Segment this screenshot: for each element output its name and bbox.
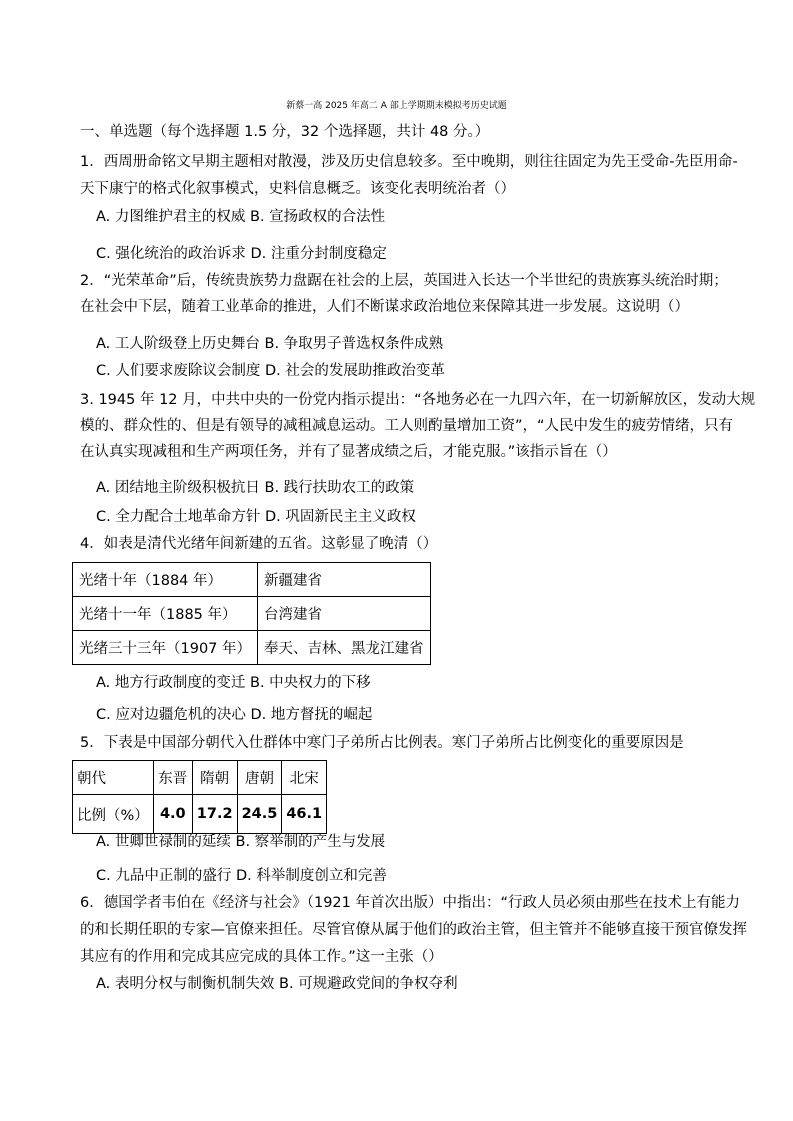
q5-options-ab: A. 世卿世禄制的延续 B. 察举制的产生与发展 <box>96 834 386 850</box>
table-header-cell: 北宋 <box>282 761 327 795</box>
q3-options-cd: C. 全力配合土地革命方针 D. 巩固新民主主义政权 <box>96 509 416 525</box>
q6-options-ab: A. 表明分权与制衡机制失效 B. 可规避政党间的争权夺利 <box>96 976 458 992</box>
q2-options-cd: C. 人们要求废除议会制度 D. 社会的发展助推政治变革 <box>96 363 445 379</box>
q3-options-ab: A. 团结地主阶级积极抗日 B. 践行扶助农工的政策 <box>96 480 415 496</box>
table-row <box>73 795 327 834</box>
table-cell: 奉天、吉林、黑龙江建省 <box>258 631 431 665</box>
q2-line-2: 在社会中下层，随着工业革命的推进，人们不断谋求政治地位来保障其进一步发展。这说明（） <box>80 299 689 315</box>
q4-options-ab: A. 地方行政制度的变迁 B. 中央权力的下移 <box>96 675 371 691</box>
table-row <box>73 563 431 597</box>
table-header-cell: 唐朝 <box>237 761 282 795</box>
q4-province-table <box>72 562 431 665</box>
q3-line-3: 在认真实现减租和生产两项任务，并有了显著成绩之后，才能克服。”该指示旨在（） <box>80 444 617 460</box>
q5-options-cd: C. 九品中正制的盛行 D. 科举制度创立和完善 <box>96 868 387 884</box>
table-header-cell: 朝代 <box>73 761 154 795</box>
table-cell: 46.1 <box>282 795 327 834</box>
table-cell: 17.2 <box>192 795 237 834</box>
table-cell: 台湾建省 <box>258 597 431 631</box>
q3-line-1: 3. 1945 年 12 月，中共中央的一份党内指示提出：“各地务必在一九四六年，在一切新解放区，发动大规 <box>80 392 756 408</box>
table-row <box>73 761 327 795</box>
table-cell: 24.5 <box>237 795 282 834</box>
q5-line: 5．下表是中国部分朝代入仕群体中寒门子弟所占比例表。寒门子弟所占比例变化的重要原因是 <box>80 735 684 751</box>
q3-line-2: 模的、群众性的、但是有领导的减租减息运动。工人则酌量增加工资”，“人民中发生的疲劳情绪，只有 <box>80 418 734 434</box>
table-cell: 光绪三十三年（1907 年） <box>73 631 258 665</box>
table-cell: 光绪十年（1884 年） <box>73 563 258 597</box>
exam-title: 新蔡一高 2025 年高二 A 部上学期期末模拟考历史试题 <box>286 101 507 111</box>
table-header-cell: 东晋 <box>153 761 192 795</box>
q6-line-1: 6．德国学者韦伯在《经济与社会》（1921 年首次出版）中指出：“行政人员必须由那些在技术上有能力 <box>80 895 740 911</box>
q1-line-1: 1．西周册命铭文早期主题相对散漫，涉及历史信息较多。至中晚期，则往往固定为先王受命-先臣用命- <box>80 154 738 170</box>
q5-ratio-table <box>72 760 327 834</box>
table-row <box>73 631 431 665</box>
section-heading: 一、单选题（每个选择题 1.5 分，32 个选择题，共计 48 分。） <box>80 124 490 140</box>
table-cell: 比例（%） <box>73 795 154 834</box>
q1-options-ab: A. 力图维护君主的权威 B. 宣扬政权的合法性 <box>96 209 386 225</box>
table-row <box>73 597 431 631</box>
table-header-cell: 隋朝 <box>192 761 237 795</box>
q6-line-2: 的和长期任职的专家—官僚来担任。尽管官僚从属于他们的政治主管，但主管并不能够直接干预官僚发挥 <box>80 922 747 938</box>
table-cell: 新疆建省 <box>258 563 431 597</box>
table-cell: 光绪十一年（1885 年） <box>73 597 258 631</box>
table-cell: 4.0 <box>153 795 192 834</box>
q4-line: 4．如表是清代光绪年间新建的五省。这彰显了晚清（） <box>80 536 438 552</box>
q2-options-ab: A. 工人阶级登上历史舞台 B. 争取男子普选权条件成熟 <box>96 336 444 352</box>
q1-line-2: 天下康宁的格式化叙事模式，史料信息概乏。该变化表明统治者（） <box>80 181 515 197</box>
q1-options-cd: C. 强化统治的政治诉求 D. 注重分封制度稳定 <box>96 246 387 262</box>
q2-line-1: 2．“光荣革命”后，传统贵族势力盘踞在社会的上层，英国进入长达一个半世纪的贵族寡头统治时期； <box>80 273 728 289</box>
q6-line-3: 其应有的作用和完成其应完成的具体工作。”这一主张（） <box>80 949 443 965</box>
q4-options-cd: C. 应对边疆危机的决心 D. 地方督抚的崛起 <box>96 707 373 723</box>
